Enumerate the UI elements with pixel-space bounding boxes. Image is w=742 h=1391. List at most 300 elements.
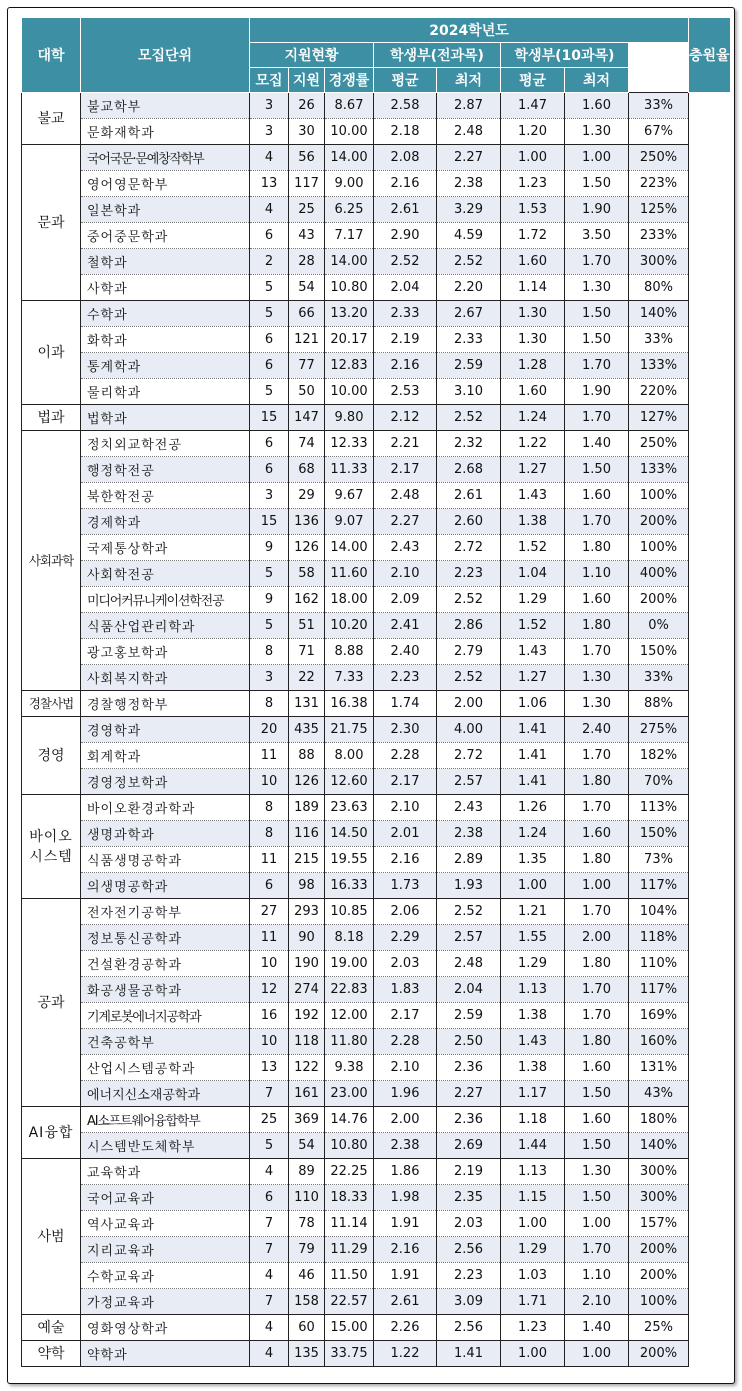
avg-all-cell: 2.61 xyxy=(374,197,437,223)
applicants-cell: 51 xyxy=(289,613,325,639)
applicants-cell: 43 xyxy=(289,223,325,249)
min-all-cell: 2.59 xyxy=(437,353,501,379)
applicants-cell: 66 xyxy=(289,301,325,327)
table-row xyxy=(22,93,731,119)
min-10-cell: 1.60 xyxy=(565,483,629,509)
avg-all-cell: 2.16 xyxy=(374,353,437,379)
avg-10-cell: 1.06 xyxy=(501,691,565,717)
min-10-cell: 2.10 xyxy=(565,1289,629,1315)
recruit-cell: 11 xyxy=(250,743,289,769)
recruit-cell: 5 xyxy=(250,561,289,587)
table-row xyxy=(22,1029,731,1055)
min-10-cell: 1.30 xyxy=(565,665,629,691)
table-row xyxy=(22,301,731,327)
min-all-cell: 2.23 xyxy=(437,561,501,587)
unit-cell: 수학과 xyxy=(81,301,250,327)
applicants-cell: 79 xyxy=(289,1237,325,1263)
unit-cell: 기계로봇에너지공학과 xyxy=(81,1003,250,1029)
recruit-cell: 6 xyxy=(250,1185,289,1211)
min-all-cell: 2.56 xyxy=(437,1237,501,1263)
fill-rate-cell: 33% xyxy=(629,327,689,353)
unit-cell: 경영학과 xyxy=(81,717,250,743)
avg-all-cell: 2.58 xyxy=(374,93,437,119)
min-10-cell: 1.90 xyxy=(565,379,629,405)
applicants-cell: 22 xyxy=(289,665,325,691)
applicants-cell: 369 xyxy=(289,1107,325,1133)
fill-rate-cell: 80% xyxy=(629,275,689,301)
avg-all-cell: 2.33 xyxy=(374,301,437,327)
fill-rate-cell: 110% xyxy=(629,951,689,977)
table-row xyxy=(22,431,731,457)
header-year: 2024학년도 xyxy=(250,18,689,43)
table-row xyxy=(22,1133,731,1159)
avg-all-cell: 2.16 xyxy=(374,847,437,873)
avg-10-cell: 1.27 xyxy=(501,665,565,691)
recruit-cell: 5 xyxy=(250,613,289,639)
avg-10-cell: 1.30 xyxy=(501,327,565,353)
avg-all-cell: 2.08 xyxy=(374,145,437,171)
header-min-all: 최저 xyxy=(437,68,501,93)
min-all-cell: 2.50 xyxy=(437,1029,501,1055)
avg-all-cell: 2.00 xyxy=(374,1107,437,1133)
avg-10-cell: 1.41 xyxy=(501,743,565,769)
unit-cell: 국어국문·문예창작학부 xyxy=(81,145,250,171)
competition-cell: 33.75 xyxy=(325,1341,374,1367)
avg-10-cell: 1.13 xyxy=(501,1159,565,1185)
header-applicants: 지원 xyxy=(289,68,325,93)
recruit-cell: 11 xyxy=(250,847,289,873)
table-row xyxy=(22,327,731,353)
avg-all-cell: 2.28 xyxy=(374,1029,437,1055)
table-row xyxy=(22,119,731,145)
competition-cell: 23.00 xyxy=(325,1081,374,1107)
recruit-cell: 4 xyxy=(250,145,289,171)
avg-all-cell: 2.38 xyxy=(374,1133,437,1159)
min-all-cell: 2.35 xyxy=(437,1185,501,1211)
fill-rate-cell: 0% xyxy=(629,613,689,639)
min-10-cell: 1.00 xyxy=(565,1341,629,1367)
header-avg-10: 평균 xyxy=(501,68,565,93)
recruit-cell: 5 xyxy=(250,275,289,301)
competition-cell: 10.20 xyxy=(325,613,374,639)
fill-rate-cell: 275% xyxy=(629,717,689,743)
fill-rate-cell: 25% xyxy=(629,1315,689,1341)
min-10-cell: 1.60 xyxy=(565,1055,629,1081)
min-10-cell: 1.00 xyxy=(565,1211,629,1237)
recruit-cell: 4 xyxy=(250,1341,289,1367)
competition-cell: 12.60 xyxy=(325,769,374,795)
avg-10-cell: 1.24 xyxy=(501,405,565,431)
avg-all-cell: 2.40 xyxy=(374,639,437,665)
table-row xyxy=(22,769,731,795)
applicants-cell: 293 xyxy=(289,899,325,925)
fill-rate-cell: 300% xyxy=(629,249,689,275)
min-all-cell: 2.56 xyxy=(437,1315,501,1341)
avg-10-cell: 1.26 xyxy=(501,795,565,821)
table-row xyxy=(22,1211,731,1237)
min-all-cell: 2.57 xyxy=(437,769,501,795)
table-row xyxy=(22,379,731,405)
min-all-cell: 1.93 xyxy=(437,873,501,899)
unit-cell: 경찰행정학부 xyxy=(81,691,250,717)
fill-rate-cell: 160% xyxy=(629,1029,689,1055)
min-all-cell: 2.87 xyxy=(437,93,501,119)
applicants-cell: 50 xyxy=(289,379,325,405)
college-cell: 법과 xyxy=(22,405,81,431)
recruit-cell: 11 xyxy=(250,925,289,951)
avg-10-cell: 1.20 xyxy=(501,119,565,145)
avg-all-cell: 1.91 xyxy=(374,1263,437,1289)
min-all-cell: 2.72 xyxy=(437,743,501,769)
unit-cell: 정치외교학전공 xyxy=(81,431,250,457)
header-competition: 경쟁률 xyxy=(325,68,374,93)
recruit-cell: 10 xyxy=(250,951,289,977)
min-all-cell: 4.59 xyxy=(437,223,501,249)
applicants-cell: 71 xyxy=(289,639,325,665)
min-all-cell: 2.52 xyxy=(437,249,501,275)
college-cell: AI융합 xyxy=(22,1107,81,1159)
applicants-cell: 30 xyxy=(289,119,325,145)
table-row xyxy=(22,899,731,925)
admission-results-table xyxy=(21,17,731,1367)
avg-10-cell: 1.38 xyxy=(501,509,565,535)
avg-10-cell: 1.44 xyxy=(501,1133,565,1159)
applicants-cell: 118 xyxy=(289,1029,325,1055)
unit-cell: 철학과 xyxy=(81,249,250,275)
avg-all-cell: 2.19 xyxy=(374,327,437,353)
min-all-cell: 2.52 xyxy=(437,405,501,431)
min-10-cell: 1.30 xyxy=(565,275,629,301)
college-cell: 공과 xyxy=(22,899,81,1107)
avg-10-cell: 1.52 xyxy=(501,535,565,561)
avg-10-cell: 1.71 xyxy=(501,1289,565,1315)
min-all-cell: 2.20 xyxy=(437,275,501,301)
table-row xyxy=(22,1055,731,1081)
competition-cell: 11.14 xyxy=(325,1211,374,1237)
avg-all-cell: 2.16 xyxy=(374,1237,437,1263)
avg-all-cell: 2.26 xyxy=(374,1315,437,1341)
table-row xyxy=(22,925,731,951)
avg-10-cell: 1.60 xyxy=(501,379,565,405)
min-10-cell: 1.70 xyxy=(565,899,629,925)
competition-cell: 11.50 xyxy=(325,1263,374,1289)
min-all-cell: 2.52 xyxy=(437,587,501,613)
fill-rate-cell: 117% xyxy=(629,873,689,899)
avg-10-cell: 1.38 xyxy=(501,1055,565,1081)
min-all-cell: 2.52 xyxy=(437,665,501,691)
recruit-cell: 8 xyxy=(250,639,289,665)
table-row xyxy=(22,613,731,639)
competition-cell: 19.00 xyxy=(325,951,374,977)
applicants-cell: 78 xyxy=(289,1211,325,1237)
recruit-cell: 25 xyxy=(250,1107,289,1133)
recruit-cell: 4 xyxy=(250,197,289,223)
avg-10-cell: 1.29 xyxy=(501,587,565,613)
applicants-cell: 147 xyxy=(289,405,325,431)
applicants-cell: 56 xyxy=(289,145,325,171)
recruit-cell: 3 xyxy=(250,93,289,119)
recruit-cell: 15 xyxy=(250,405,289,431)
fill-rate-cell: 100% xyxy=(629,483,689,509)
avg-all-cell: 2.10 xyxy=(374,795,437,821)
table-row xyxy=(22,275,731,301)
recruit-cell: 15 xyxy=(250,509,289,535)
applicants-cell: 26 xyxy=(289,93,325,119)
avg-10-cell: 1.28 xyxy=(501,353,565,379)
competition-cell: 10.80 xyxy=(325,275,374,301)
avg-10-cell: 1.03 xyxy=(501,1263,565,1289)
unit-cell: AI소프트웨어융합학부 xyxy=(81,1107,250,1133)
header-record-10: 학생부(10과목) xyxy=(501,43,629,68)
unit-cell: 통계학과 xyxy=(81,353,250,379)
table-row xyxy=(22,1237,731,1263)
min-all-cell: 2.79 xyxy=(437,639,501,665)
competition-cell: 9.80 xyxy=(325,405,374,431)
recruit-cell: 6 xyxy=(250,353,289,379)
unit-cell: 회계학과 xyxy=(81,743,250,769)
unit-cell: 식품산업관리학과 xyxy=(81,613,250,639)
min-all-cell: 2.36 xyxy=(437,1055,501,1081)
avg-all-cell: 1.98 xyxy=(374,1185,437,1211)
applicants-cell: 58 xyxy=(289,561,325,587)
recruit-cell: 5 xyxy=(250,1133,289,1159)
min-10-cell: 1.80 xyxy=(565,847,629,873)
recruit-cell: 13 xyxy=(250,1055,289,1081)
fill-rate-cell: 133% xyxy=(629,457,689,483)
unit-cell: 약학과 xyxy=(81,1341,250,1367)
recruit-cell: 10 xyxy=(250,769,289,795)
avg-all-cell: 1.86 xyxy=(374,1159,437,1185)
avg-10-cell: 1.00 xyxy=(501,145,565,171)
unit-cell: 경제학과 xyxy=(81,509,250,535)
fill-rate-cell: 127% xyxy=(629,405,689,431)
unit-cell: 전자전기공학부 xyxy=(81,899,250,925)
min-all-cell: 2.48 xyxy=(437,119,501,145)
min-10-cell: 1.80 xyxy=(565,535,629,561)
applicants-cell: 192 xyxy=(289,1003,325,1029)
avg-all-cell: 2.28 xyxy=(374,743,437,769)
competition-cell: 19.55 xyxy=(325,847,374,873)
college-cell: 바이오시스템 xyxy=(22,795,81,899)
min-10-cell: 1.10 xyxy=(565,1263,629,1289)
min-all-cell: 2.03 xyxy=(437,1211,501,1237)
competition-cell: 21.75 xyxy=(325,717,374,743)
recruit-cell: 4 xyxy=(250,1263,289,1289)
table-row xyxy=(22,847,731,873)
avg-10-cell: 1.52 xyxy=(501,613,565,639)
college-cell: 사범 xyxy=(22,1159,81,1315)
competition-cell: 9.00 xyxy=(325,171,374,197)
table-row xyxy=(22,249,731,275)
fill-rate-cell: 118% xyxy=(629,925,689,951)
avg-10-cell: 1.47 xyxy=(501,93,565,119)
recruit-cell: 4 xyxy=(250,1315,289,1341)
avg-all-cell: 2.17 xyxy=(374,457,437,483)
table-row xyxy=(22,1263,731,1289)
recruit-cell: 2 xyxy=(250,249,289,275)
table-row xyxy=(22,171,731,197)
recruit-cell: 9 xyxy=(250,535,289,561)
fill-rate-cell: 140% xyxy=(629,301,689,327)
competition-cell: 18.00 xyxy=(325,587,374,613)
avg-all-cell: 1.91 xyxy=(374,1211,437,1237)
min-10-cell: 1.70 xyxy=(565,795,629,821)
avg-all-cell: 2.10 xyxy=(374,561,437,587)
avg-10-cell: 1.24 xyxy=(501,821,565,847)
table-row xyxy=(22,795,731,821)
recruit-cell: 6 xyxy=(250,873,289,899)
avg-10-cell: 1.53 xyxy=(501,197,565,223)
competition-cell: 14.00 xyxy=(325,535,374,561)
min-10-cell: 1.00 xyxy=(565,145,629,171)
competition-cell: 9.67 xyxy=(325,483,374,509)
avg-10-cell: 1.17 xyxy=(501,1081,565,1107)
header-avg-all: 평균 xyxy=(374,68,437,93)
table-row xyxy=(22,535,731,561)
min-10-cell: 1.60 xyxy=(565,93,629,119)
competition-cell: 12.33 xyxy=(325,431,374,457)
applicants-cell: 190 xyxy=(289,951,325,977)
recruit-cell: 6 xyxy=(250,431,289,457)
competition-cell: 14.00 xyxy=(325,145,374,171)
unit-cell: 중어중문학과 xyxy=(81,223,250,249)
avg-all-cell: 2.17 xyxy=(374,769,437,795)
avg-10-cell: 1.13 xyxy=(501,977,565,1003)
min-10-cell: 1.80 xyxy=(565,951,629,977)
avg-10-cell: 1.30 xyxy=(501,301,565,327)
unit-cell: 행정학전공 xyxy=(81,457,250,483)
table-row xyxy=(22,639,731,665)
unit-cell: 국어교육과 xyxy=(81,1185,250,1211)
unit-cell: 법학과 xyxy=(81,405,250,431)
competition-cell: 10.00 xyxy=(325,119,374,145)
fill-rate-cell: 113% xyxy=(629,795,689,821)
applicants-cell: 131 xyxy=(289,691,325,717)
fill-rate-cell: 200% xyxy=(629,587,689,613)
fill-rate-cell: 180% xyxy=(629,1107,689,1133)
competition-cell: 16.38 xyxy=(325,691,374,717)
unit-cell: 사회복지학과 xyxy=(81,665,250,691)
table-row xyxy=(22,457,731,483)
applicants-cell: 116 xyxy=(289,821,325,847)
applicants-cell: 89 xyxy=(289,1159,325,1185)
min-all-cell: 2.67 xyxy=(437,301,501,327)
applicants-cell: 25 xyxy=(289,197,325,223)
avg-all-cell: 2.01 xyxy=(374,821,437,847)
applicants-cell: 158 xyxy=(289,1289,325,1315)
fill-rate-cell: 250% xyxy=(629,431,689,457)
header-fill-rate: 충원율 xyxy=(689,18,731,93)
competition-cell: 11.29 xyxy=(325,1237,374,1263)
recruit-cell: 5 xyxy=(250,379,289,405)
competition-cell: 7.17 xyxy=(325,223,374,249)
unit-cell: 가정교육과 xyxy=(81,1289,250,1315)
avg-all-cell: 2.52 xyxy=(374,249,437,275)
competition-cell: 14.50 xyxy=(325,821,374,847)
competition-cell: 6.25 xyxy=(325,197,374,223)
avg-all-cell: 2.27 xyxy=(374,509,437,535)
unit-cell: 건설환경공학과 xyxy=(81,951,250,977)
unit-cell: 화공생물공학과 xyxy=(81,977,250,1003)
min-10-cell: 3.50 xyxy=(565,223,629,249)
min-all-cell: 2.52 xyxy=(437,899,501,925)
recruit-cell: 7 xyxy=(250,1237,289,1263)
competition-cell: 8.88 xyxy=(325,639,374,665)
avg-10-cell: 1.00 xyxy=(501,1341,565,1367)
fill-rate-cell: 140% xyxy=(629,1133,689,1159)
avg-all-cell: 2.16 xyxy=(374,171,437,197)
competition-cell: 9.38 xyxy=(325,1055,374,1081)
unit-cell: 생명과학과 xyxy=(81,821,250,847)
min-all-cell: 3.09 xyxy=(437,1289,501,1315)
table-row xyxy=(22,1003,731,1029)
avg-10-cell: 1.72 xyxy=(501,223,565,249)
min-10-cell: 1.70 xyxy=(565,639,629,665)
recruit-cell: 6 xyxy=(250,223,289,249)
min-all-cell: 3.10 xyxy=(437,379,501,405)
college-cell: 예술 xyxy=(22,1315,81,1341)
min-10-cell: 1.60 xyxy=(565,1107,629,1133)
fill-rate-cell: 157% xyxy=(629,1211,689,1237)
avg-10-cell: 1.23 xyxy=(501,171,565,197)
min-10-cell: 1.40 xyxy=(565,1315,629,1341)
recruit-cell: 3 xyxy=(250,119,289,145)
avg-10-cell: 1.41 xyxy=(501,769,565,795)
recruit-cell: 8 xyxy=(250,821,289,847)
unit-cell: 사회학전공 xyxy=(81,561,250,587)
table-row xyxy=(22,665,731,691)
fill-rate-cell: 300% xyxy=(629,1159,689,1185)
fill-rate-cell: 43% xyxy=(629,1081,689,1107)
competition-cell: 10.85 xyxy=(325,899,374,925)
min-10-cell: 1.00 xyxy=(565,873,629,899)
min-10-cell: 1.80 xyxy=(565,769,629,795)
avg-all-cell: 1.83 xyxy=(374,977,437,1003)
header-unit: 모집단위 xyxy=(81,18,250,93)
recruit-cell: 7 xyxy=(250,1081,289,1107)
table-row xyxy=(22,691,731,717)
applicants-cell: 122 xyxy=(289,1055,325,1081)
applicants-cell: 110 xyxy=(289,1185,325,1211)
min-10-cell: 2.00 xyxy=(565,925,629,951)
table-header xyxy=(22,18,731,93)
header-college: 대학 xyxy=(22,18,81,93)
recruit-cell: 6 xyxy=(250,457,289,483)
unit-cell: 경영정보학과 xyxy=(81,769,250,795)
avg-10-cell: 1.43 xyxy=(501,1029,565,1055)
min-all-cell: 1.41 xyxy=(437,1341,501,1367)
recruit-cell: 6 xyxy=(250,327,289,353)
unit-cell: 식품생명공학과 xyxy=(81,847,250,873)
competition-cell: 22.83 xyxy=(325,977,374,1003)
fill-rate-cell: 73% xyxy=(629,847,689,873)
min-all-cell: 2.36 xyxy=(437,1107,501,1133)
avg-10-cell: 1.21 xyxy=(501,899,565,925)
avg-all-cell: 2.06 xyxy=(374,899,437,925)
unit-cell: 바이오환경과학과 xyxy=(81,795,250,821)
applicants-cell: 90 xyxy=(289,925,325,951)
avg-10-cell: 1.43 xyxy=(501,639,565,665)
min-10-cell: 1.50 xyxy=(565,171,629,197)
header-apply-status: 지원현황 xyxy=(250,43,374,68)
min-10-cell: 1.50 xyxy=(565,457,629,483)
avg-10-cell: 1.27 xyxy=(501,457,565,483)
avg-10-cell: 1.60 xyxy=(501,249,565,275)
avg-10-cell: 1.43 xyxy=(501,483,565,509)
fill-rate-cell: 233% xyxy=(629,223,689,249)
min-all-cell: 2.89 xyxy=(437,847,501,873)
applicants-cell: 54 xyxy=(289,1133,325,1159)
